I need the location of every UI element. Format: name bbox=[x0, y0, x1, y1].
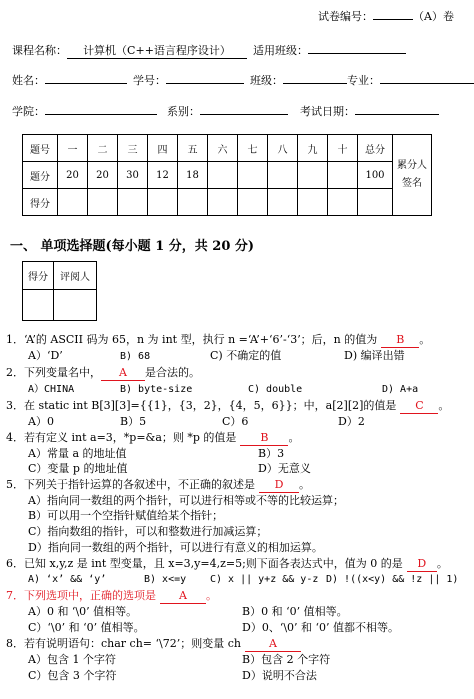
got-score-cell[interactable] bbox=[358, 189, 393, 216]
question-3 bbox=[6, 398, 449, 414]
option-c: C）6 bbox=[222, 415, 249, 428]
name-label: 姓名： bbox=[12, 74, 45, 87]
option-c: C）变量 p 的地址值 bbox=[28, 462, 128, 475]
paper-number bbox=[318, 8, 454, 24]
answer-blank[interactable]: D bbox=[407, 556, 437, 572]
question-2 bbox=[6, 365, 200, 381]
option-c: C）包含 3 个字符 bbox=[28, 669, 117, 682]
major-label: 专业： bbox=[347, 74, 380, 87]
option-d: D）无意义 bbox=[258, 462, 311, 475]
option-b: B) byte-size bbox=[120, 384, 193, 395]
option-b: B）0 和 ‘0’ 值相等。 bbox=[242, 605, 348, 618]
id-blank bbox=[166, 83, 244, 84]
question-stem-end: 。 bbox=[288, 431, 300, 444]
option-a: A）0 bbox=[28, 415, 54, 428]
got-score-cell[interactable] bbox=[298, 189, 328, 216]
grader-table bbox=[22, 261, 97, 321]
score-table bbox=[22, 134, 432, 216]
question-stem-end: 。 bbox=[438, 399, 450, 412]
question-4 bbox=[6, 430, 299, 446]
college-blank bbox=[45, 114, 157, 115]
question-stem: 5．下列关于指针运算的各叙述中，不正确的叙述是 bbox=[6, 478, 255, 491]
score-header-cell: 四 bbox=[148, 135, 178, 162]
option-d: D）0、‘\0’ 和 ‘0’ 值都不相等。 bbox=[242, 621, 399, 634]
question-stem: 3．在 static int B[3][3]={{1}，{3，2}，{4，5，6}}；中，a[2][2]的值是 bbox=[6, 399, 397, 412]
option-a: A）0 和 ‘\0’ 值相等。 bbox=[28, 605, 138, 618]
option-d: D）说明不合法 bbox=[242, 669, 317, 682]
question-stem-end: 。 bbox=[206, 589, 217, 602]
option-b: B) 68 bbox=[120, 351, 151, 362]
score-header-cell: 八 bbox=[268, 135, 298, 162]
score-cell bbox=[268, 162, 298, 189]
question-stem-end: 。 bbox=[419, 333, 431, 346]
question-stem: 8．若有说明语句：char ch= ‘\72’；则变量 ch bbox=[6, 637, 241, 650]
date-blank bbox=[355, 114, 439, 115]
option-b: B）3 bbox=[258, 447, 285, 460]
class-label: 适用班级： bbox=[253, 44, 308, 57]
option-d: D) !((x<y) && !z || 1) bbox=[326, 574, 459, 585]
course-label: 课程名称： bbox=[12, 44, 67, 57]
option-d: D）指向同一数组的两个指针，可以进行有意义的相加运算。 bbox=[28, 541, 323, 554]
option-b: B）可以用一个空指针赋值给某个指针； bbox=[28, 509, 224, 522]
score-cell bbox=[328, 162, 358, 189]
paper-number-blank bbox=[373, 19, 413, 20]
answer-blank[interactable]: A bbox=[101, 365, 145, 381]
question-stem: 7．下列选项中，正确的选项是 bbox=[6, 589, 156, 602]
score-cell bbox=[298, 162, 328, 189]
answer-blank[interactable]: A bbox=[245, 636, 301, 652]
id-label: 学号： bbox=[133, 74, 166, 87]
answer-blank[interactable]: B bbox=[381, 332, 419, 348]
option-c: C）‘\0’ 和 ‘0’ 值相等。 bbox=[28, 621, 145, 634]
option-c: C）指向数组的指针，可以和整数进行加减运算； bbox=[28, 525, 268, 538]
option-b: B）包含 2 个字符 bbox=[242, 653, 331, 666]
score-header-cell: 十 bbox=[328, 135, 358, 162]
option-a: A) ‘x’ && ‘y’ bbox=[28, 574, 107, 585]
dept-blank bbox=[200, 114, 288, 115]
got-score-cell[interactable] bbox=[208, 189, 238, 216]
answer-blank[interactable]: C bbox=[400, 398, 438, 414]
paper-number-label: 试卷编号： bbox=[318, 10, 373, 23]
score-header-cell: 九 bbox=[298, 135, 328, 162]
class-blank bbox=[308, 53, 406, 54]
course-line bbox=[12, 42, 406, 59]
question-stem-end: 。 bbox=[299, 478, 310, 491]
question-8 bbox=[6, 636, 301, 652]
score-cell: 题分 bbox=[23, 162, 58, 189]
section-title: 一、 单项选择题(每小题 1 分，共 20 分) bbox=[10, 239, 255, 254]
option-d: D) A+a bbox=[382, 384, 419, 395]
question-1 bbox=[6, 332, 430, 348]
option-c: C) 不确定的值 bbox=[210, 349, 282, 362]
college-label: 学院： bbox=[12, 105, 45, 118]
score-header-cell: 一 bbox=[58, 135, 88, 162]
score-cell: 20 bbox=[88, 162, 118, 189]
grader-name-cell[interactable] bbox=[54, 290, 97, 321]
question-stem: 2．下列变量名中， bbox=[6, 366, 101, 379]
option-c: C) x || y+z && y-z bbox=[210, 574, 319, 585]
got-score-cell[interactable] bbox=[268, 189, 298, 216]
question-7 bbox=[6, 588, 217, 604]
option-d: D）2 bbox=[338, 415, 365, 428]
college-line bbox=[12, 103, 439, 119]
got-score-cell[interactable] bbox=[328, 189, 358, 216]
got-score-cell[interactable] bbox=[88, 189, 118, 216]
dept-label: 系别： bbox=[167, 105, 200, 118]
question-stem: 4．若有定义 int a=3，*p=&a；则 *p 的值是 bbox=[6, 431, 237, 444]
question-stem-end: 。 bbox=[436, 557, 448, 570]
grader-score-cell[interactable] bbox=[23, 290, 54, 321]
score-cell: 30 bbox=[118, 162, 148, 189]
question-5 bbox=[6, 477, 310, 493]
date-label: 考试日期： bbox=[300, 105, 355, 118]
option-a: A）指向同一数组的两个指针，可以进行相等或不等的比较运算； bbox=[28, 494, 344, 507]
student-info-line bbox=[12, 72, 474, 88]
got-score-cell[interactable] bbox=[148, 189, 178, 216]
score-cell: 100 bbox=[358, 162, 393, 189]
score-cell: 12 bbox=[148, 162, 178, 189]
accumulator-signature-cell: 累分人签名 bbox=[393, 135, 432, 216]
score-header-cell: 三 bbox=[118, 135, 148, 162]
option-b: B) x<=y bbox=[144, 574, 187, 585]
grader-score-label: 得分 bbox=[23, 262, 54, 290]
score-header-cell: 五 bbox=[178, 135, 208, 162]
score-header-cell: 七 bbox=[238, 135, 268, 162]
answer-blank[interactable]: B bbox=[240, 430, 288, 446]
major-blank bbox=[380, 83, 474, 84]
question-6 bbox=[6, 556, 448, 572]
score-header-cell: 题号 bbox=[23, 135, 58, 162]
score-cell bbox=[238, 162, 268, 189]
option-d: D) 编译出错 bbox=[344, 349, 405, 362]
got-score-cell[interactable] bbox=[238, 189, 268, 216]
score-cell: 18 bbox=[178, 162, 208, 189]
got-score-cell[interactable] bbox=[58, 189, 88, 216]
name-blank bbox=[45, 83, 127, 84]
got-score-cell[interactable] bbox=[178, 189, 208, 216]
score-header-cell: 二 bbox=[88, 135, 118, 162]
question-stem: 6．已知 x,y,z 是 int 型变量，且 x=3,y=4,z=5;则下面各表达式中，值为 0 的是 bbox=[6, 557, 403, 570]
course-value: 计算机（C++语言程序设计） bbox=[67, 42, 247, 59]
option-a: A）常量 a 的地址值 bbox=[28, 447, 127, 460]
grade-class-blank bbox=[283, 83, 347, 84]
answer-blank[interactable]: D bbox=[259, 477, 299, 493]
option-a: A）CHINA bbox=[28, 384, 75, 395]
option-a: A）‘D’ bbox=[28, 349, 63, 362]
score-cell: 20 bbox=[58, 162, 88, 189]
got-score-cell[interactable] bbox=[118, 189, 148, 216]
option-c: C) double bbox=[248, 384, 303, 395]
question-stem: 1．‘A’的 ASCII 码为 65，n 为 int 型，执行 n =‘A’+‘6’-‘3’；后，n 的值为 bbox=[6, 333, 378, 346]
question-stem-end: 是合法的。 bbox=[145, 366, 200, 379]
option-a: A）包含 1 个字符 bbox=[28, 653, 116, 666]
score-cell bbox=[208, 162, 238, 189]
score-header-cell: 总分 bbox=[358, 135, 393, 162]
answer-blank[interactable]: A bbox=[160, 588, 206, 604]
grader-name-label: 评阅人 bbox=[54, 262, 97, 290]
score-header-cell: 六 bbox=[208, 135, 238, 162]
got-score-label: 得分 bbox=[23, 189, 58, 216]
option-b: B）5 bbox=[120, 415, 147, 428]
grade-class-label: 班级： bbox=[250, 74, 283, 87]
paper-number-value: （A）卷 bbox=[413, 10, 454, 23]
